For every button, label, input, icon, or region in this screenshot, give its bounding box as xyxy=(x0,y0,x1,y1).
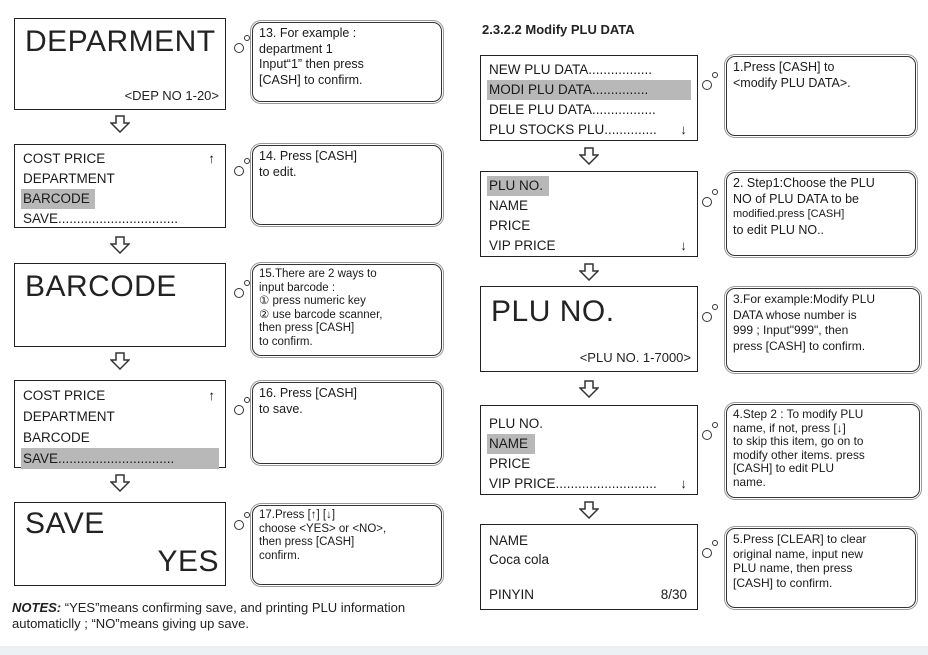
screen-title: BARCODE xyxy=(25,270,177,303)
screen-plu-no xyxy=(480,286,698,372)
bubble-connector xyxy=(702,548,712,558)
menu-row: NEW PLU DATA................. xyxy=(489,62,653,77)
callout-2: 2. Step1:Choose the PLU NO of PLU DATA to be modified.press [CASH] to edit PLU NO.. xyxy=(726,172,916,256)
bottom-strip xyxy=(0,646,928,655)
bubble-connector xyxy=(234,288,244,298)
bubble-connector xyxy=(712,304,718,310)
bubble-connector xyxy=(234,405,244,415)
screen-title: DEPARMENT xyxy=(25,25,216,58)
down-arrow-icon: ↓ xyxy=(680,476,687,491)
menu-row: NAME xyxy=(489,198,529,213)
menu-row: DELE PLU DATA................. xyxy=(489,102,656,117)
bubble-connector xyxy=(702,312,712,322)
bubble-connector xyxy=(244,280,250,286)
screen-title: SAVE xyxy=(25,507,105,540)
menu-row: COST PRICE ↑ xyxy=(21,149,219,169)
menu-row-selected: NAME xyxy=(487,434,535,454)
notes-text: “YES”means confirming save, and printing PLU information automaticlly ; “NO”means giving up save. xyxy=(12,600,406,631)
down-arrow-icon xyxy=(579,263,599,281)
callout-15: 15.There are 2 ways to input barcode : ① press numeric key ② use barcode scanner, then press [CASH] to confirm. xyxy=(252,264,442,356)
screen-plu-fields xyxy=(480,171,698,257)
menu-row: VIP PRICE........................... ↓ xyxy=(487,474,691,494)
screen-plu-name-select xyxy=(480,405,698,495)
screen-title: PLU NO. xyxy=(491,295,615,328)
notes xyxy=(12,600,467,632)
bubble-connector xyxy=(244,512,250,518)
menu-row: BARCODE xyxy=(23,430,90,445)
pinyin-label: PINYIN xyxy=(489,587,535,602)
menu-row-selected: SAVE............................... xyxy=(21,448,219,469)
callout-3: 3.For example:Modify PLU DATA whose number is 999 ; Input"999", then press [CASH] to confirm. xyxy=(726,288,920,372)
screen-department xyxy=(14,18,226,110)
bubble-connector xyxy=(244,158,250,164)
screen-save xyxy=(14,502,226,586)
callout-1: 1.Press [CASH] to <modify PLU DATA>. xyxy=(726,56,916,136)
screen-plu-menu xyxy=(480,55,698,141)
name-value: Coca cola xyxy=(489,552,550,567)
bubble-connector xyxy=(712,189,718,195)
callout-16: 16. Press [CASH] to save. xyxy=(252,382,442,464)
bubble-connector xyxy=(702,80,712,90)
menu-row-selected: MODI PLU DATA............... xyxy=(487,80,691,100)
screen-menu-save xyxy=(14,380,226,468)
down-arrow-icon: ↓ xyxy=(680,238,687,253)
menu-row: PLU STOCKS PLU.............. ↓ xyxy=(487,120,691,140)
screen-barcode xyxy=(14,263,226,347)
name-label: NAME xyxy=(489,533,529,548)
menu-row: SAVE................................ xyxy=(23,211,179,226)
bubble-connector xyxy=(712,540,718,546)
callout-14: 14. Press [CASH] to edit. xyxy=(252,145,442,225)
down-arrow-icon xyxy=(579,380,599,398)
bubble-connector xyxy=(234,43,244,53)
menu-row: COST PRICE ↑ xyxy=(21,385,219,406)
callout-4: 4.Step 2 : To modify PLU name, if not, press [↓] to skip this item, go on to modify other items. press [CASH] to edit PLU name. xyxy=(726,404,920,498)
screen-value: YES xyxy=(157,545,219,578)
bubble-connector xyxy=(244,397,250,403)
bubble-connector xyxy=(234,166,244,176)
notes-label: NOTES: xyxy=(12,600,62,615)
down-arrow-icon: ↓ xyxy=(680,122,687,137)
bubble-connector xyxy=(234,520,244,530)
screen-menu-barcode xyxy=(14,144,226,228)
bubble-connector xyxy=(712,72,718,78)
up-arrow-icon: ↑ xyxy=(208,388,215,403)
menu-row: PLU NO. xyxy=(489,416,544,431)
up-arrow-icon: ↑ xyxy=(208,151,215,166)
menu-row: PRICE xyxy=(489,218,531,233)
callout-17: 17.Press [↑] [↓] choose <YES> or <NO>, then press [CASH] confirm. xyxy=(252,505,442,585)
down-arrow-icon xyxy=(579,501,599,519)
menu-row: VIP PRICE ↓ xyxy=(487,236,691,256)
bubble-connector xyxy=(244,35,250,41)
screen-range: <PLU NO. 1-7000> xyxy=(579,350,691,365)
down-arrow-icon xyxy=(110,352,130,370)
section-heading: 2.3.2.2 Modify PLU DATA xyxy=(482,22,635,37)
menu-row: DEPARTMENT xyxy=(23,409,115,424)
char-counter: 8/30 xyxy=(660,587,687,602)
bubble-connector xyxy=(702,430,712,440)
screen-name-edit xyxy=(480,524,698,610)
menu-row: DEPARTMENT xyxy=(23,171,115,186)
menu-row-selected: PLU NO. xyxy=(487,176,549,196)
down-arrow-icon xyxy=(110,115,130,133)
menu-row: PRICE xyxy=(489,456,531,471)
bubble-connector xyxy=(702,197,712,207)
down-arrow-icon xyxy=(579,147,599,165)
down-arrow-icon xyxy=(110,474,130,492)
down-arrow-icon xyxy=(110,236,130,254)
callout-13: 13. For example : department 1 Input“1” then press [CASH] to confirm. xyxy=(252,22,442,102)
menu-row-selected: BARCODE xyxy=(21,189,95,209)
screen-range: <DEP NO 1-20> xyxy=(124,88,219,103)
bubble-connector xyxy=(712,422,718,428)
callout-5: 5.Press [CLEAR] to clear original name, input new PLU name, then press [CASH] to confirm. xyxy=(726,528,916,608)
